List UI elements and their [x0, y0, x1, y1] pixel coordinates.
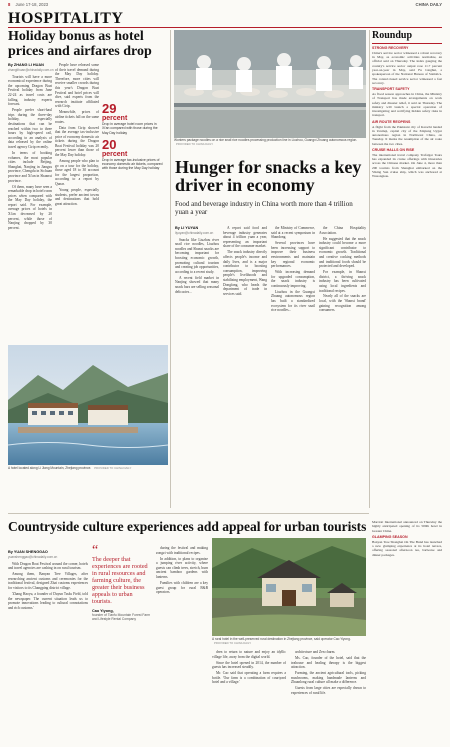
stat2-text: Drop in average tax-inclusive prices of economy domestic air tickets, compared with those during the May Day holiday: [102, 157, 163, 171]
paragraph: the China Hospitality Association.: [319, 226, 366, 235]
paragraph: Liuzhou in the Guangxi Zhuang autonomous region has built a standardized ecosystem for its river snail rice noodles...: [271, 289, 315, 313]
paragraph: Snacks like Liuzhou river snail rice noodles, Liuzhou noodles and Shanxi snacks are becoming important for boosting economic growth, promoting cultural tourism and creating job opportunities, according to a recent study.: [175, 237, 219, 274]
photo-credit: PROVIDED TO CHINA DAILY: [214, 640, 252, 645]
paragraph: Among people who plan to go on a tour for the holiday, those aged 18 to 30 account for the largest proportion, according to a report by Qunar.: [55, 159, 99, 187]
stat1-number: 29: [102, 101, 117, 116]
paragraph: People prefer short-haul trips during the three-day holiday, especially destinations that can be reached within two to three hours by high-speed rail, according to an analysis of data released by the online travel agency Ctrip recently.: [8, 108, 52, 149]
article1-col2: [55, 63, 99, 208]
roundup-item-head: AIR ROUTE REOPENS: [372, 119, 411, 124]
roundup-title: Roundup: [372, 30, 442, 44]
paragraph: during the festival and making zongzi with traditional recipes.: [156, 546, 208, 555]
caption-text: Workers package noodles on a rice snail rice noodles processing production line in Liuzhou, Guangxi Zhuang autonomous region.: [174, 138, 358, 142]
article2-email: liyuyan@chinadaily.com.cn: [175, 231, 214, 236]
article3-col2: [156, 546, 208, 596]
article3-email: yuanshenggao@chinadaily.com.cn: [8, 555, 58, 560]
roundup-item-body: The international travel company Trafalgar Tours has expanded its cruise offerings with itineraries across the Chinese market. On June 4, more than 200 tourists from Shanghai embarked on the Viking Sun cruise ship, which was anchored at Wusongkou.: [372, 152, 442, 179]
stat-block: [102, 103, 164, 175]
stat1-unit: percent: [102, 115, 128, 122]
article3-byline: By YUAN SHENGGAO: [8, 550, 48, 554]
paragraph: Families with children are a key guest group for rural B&B operators.: [156, 580, 208, 595]
paragraph: 'Zhang Haoyu, a founder of Duyun Tasks Field, told the newspaper. The current situation leads us to promote innovations leading to cultural connotations and rich customs.': [8, 592, 88, 610]
hotel-photo-illustration: [8, 345, 168, 465]
paragraph: With increasing demand for upgraded consumption, the snack industry is continuously improving.: [271, 270, 315, 288]
roundup-item: [372, 535, 442, 557]
paragraph: Mr. Cao said that operating a farm requires a bottle. 'Our farm is a combination of courtyard hotel and a village.': [212, 671, 286, 685]
article1-byline: By ZHANG LI HUAN: [8, 63, 44, 67]
section-header: [8, 10, 442, 28]
paragraph: A recent field market in Nanjing showed that many snack bars are selling seasonal delicacies...: [175, 275, 219, 294]
paragraph: Tourists will have a more economical experience during the upcoming Dragon Boat Festival holiday from June 22-24 as travel costs are falling, industry experts forecast.: [8, 74, 52, 107]
column-divider: [369, 30, 370, 508]
paragraph: dren to return to nature and enjoy an idyllic village life, away from the digital world.: [212, 650, 286, 659]
roundup-item: [372, 120, 442, 146]
article3-col4: [291, 650, 366, 697]
article2-headline: Hunger for snacks a key driver in economy: [175, 157, 362, 195]
stat2-number: 20: [102, 136, 117, 152]
paragraph: For example, in Shanxi district, a thriving snack industry has been cultivated using local ingredients and traditional recipes.: [319, 270, 366, 293]
paragraph: Guests from large cities are especially drawn to experiences of rural life.: [291, 686, 366, 695]
roundup-item: [372, 87, 442, 118]
paragraph: Since the hotel opened in 2014, the number of guests has increased steadily.: [212, 660, 286, 670]
quote-mark-icon: “: [92, 543, 99, 558]
article3-headline: Countryside culture experiences add appeal for urban tourists: [8, 519, 367, 534]
hotel-photo-caption: [8, 467, 168, 471]
photo-credit: PROVIDED TO CHINA DAILY: [176, 141, 214, 146]
paragraph: People have released some of their travel demand during the May Day holiday. Therefore, more cities will receive smaller crowds during this year's Dragon Boat Festival and hotel prices will dive, said experts from the research institute affiliated with Ctrip.: [55, 63, 99, 109]
article2-col4: [319, 226, 366, 314]
paragraph: architecture and Zen charm.: [295, 650, 336, 654]
article1-col1: [8, 63, 52, 232]
noodle-photo-caption: [174, 139, 366, 147]
article2-col3: [271, 226, 315, 314]
issue-date: June 17-18, 2023: [15, 1, 49, 7]
noodle-factory-illustration: [174, 30, 366, 138]
roundup-item: [372, 46, 442, 85]
column-divider: [170, 30, 171, 508]
page-number: 8: [8, 1, 11, 7]
pull-quote: [92, 543, 152, 621]
paragraph: The snack industry directly affects people's income and daily lives, and is a major contributor to boosting consumption, improving people's livelihoods and stabilizing employment, Wang Dongfang, who heads the department of trade in services said.: [223, 250, 267, 296]
stat2-unit: percent: [102, 150, 128, 158]
section-title: HOSPITALITY: [8, 10, 124, 27]
article2-col2: [223, 226, 267, 298]
roundup-item-body: China's service sector witnessed a robust recovery in May, as economic activities normalize, an official said on Thursday. The index gauging the country's service sector output rose 11.7 percent year-on-year in May, said Fu Linghui, a spokesperson of the National Bureau of Statistics. The contact-based service sector witnessed a fast recovery.: [372, 50, 442, 85]
pull-quote-role: founder of Tianfu Mountain Forest Farm and Lifestyle Rental Company: [92, 613, 151, 621]
noodle-factory-photo: [174, 30, 366, 138]
paragraph: In addition, to plans to organize a jumping river activity, where guests can climb trees, stretch, burn ancient bamboo gardens with lanterns.: [156, 556, 208, 579]
article2-col1: [175, 226, 219, 296]
caption-text: A hotel located along Li Jiang Mountain, Zhejiang province.: [8, 466, 92, 470]
hotel-photo: [8, 345, 168, 465]
pull-quote-name: Cao Yiyong,: [92, 609, 114, 613]
article3-col1: [8, 550, 88, 612]
roundup-item-body: Marriott International announced on Thursday the highly anticipated opening of its 500th hotel in Greater China.: [372, 520, 442, 533]
paragraph: Young people, especially students, prefer ancient towns and destinations that hold great attraction.: [55, 188, 99, 206]
paragraph: Of them, many have seen a remarkable drop in hotel room prices when compared with the May Day holiday, the report said. For example, average prices of hotels in Xi'an decreased by 20 percent, while those of Nanjing dropped by 30 percent.: [8, 184, 52, 230]
roundup-panel: [372, 30, 442, 179]
paragraph: He suggested that the snack industry could become a more significant contributor to economic growth. Traditional and creative cooking methods and traditional foods should be protected and developed.: [319, 236, 366, 269]
roundup-item-head: STRONG RECOVERY: [372, 46, 409, 50]
paragraph: In terms of booking volumes, the most popular cities include Beijing, Shanghai, Nanjing in Jiangsu province, Chengdu in Sichuan province and Xi'an in Shaanxi province.: [8, 150, 52, 183]
paragraph: With Dragon Boat Festival around the corner, hotels and travel agencies are cashing in on rural tourism.: [8, 561, 88, 571]
roundup-item-head: GLAMPING SEASON: [372, 534, 408, 539]
article2-byline: By LI YUYAN: [175, 226, 199, 230]
section-divider: [8, 513, 369, 514]
rural-hotel-illustration: [212, 538, 366, 636]
article1-headline: Holiday bonus as hotel prices and airfares drop: [8, 29, 152, 59]
newspaper-name: CHINA DAILY: [415, 1, 442, 7]
page-header-left: [8, 2, 52, 7]
stat1-text: Drop in average hotel room prices in Xi'an compared with those during the May Day holiday: [102, 122, 158, 135]
roundup-item-head: TRANSPORT SAFETY: [372, 87, 410, 92]
article1-email: zhanglihuan@chinadaily.com.cn: [8, 68, 54, 73]
paragraph: Nearly all of the snacks are local, with the 'Shanxi brand' gaining recognition among consumers.: [319, 294, 366, 313]
caption-text: A rural hotel in the well-preserved rural destination in Zhejiang province, said operator Cao Yiyong.: [212, 637, 351, 641]
roundup-item-body: A flight from the Pakistani city of Karachi landed in Urumqi, capital city of the Xinjiang Uygur autonomous region in Northwest China, on Tuesday. It marks the resumption of the air route between the two cities.: [372, 124, 442, 146]
roundup-item-head: CRUISE HALLS ON RISE: [372, 148, 415, 153]
pull-quote-text: The deeper that experiences are rooted in rural resources and farming culture, the greater their business appeals to urban tourists.: [92, 556, 148, 605]
roundup-item-body: Banyan Tree Shanghai On The Bund has launched a new glamping experience at its hotel terrace, offering seasonal afternoon tea, barbecue and dinner packages.: [372, 539, 442, 557]
roundup-item-body: As flood season approaches in China, the Ministry of Transport has made arrangements on work safety and disaster relief, it said on Thursday. The ministry will launch a special operation of investigating and rectifying hidden safety risks in transport.: [372, 91, 442, 118]
paragraph: Among them, Banyan Tree Villages, after researching ancient customs and ceremonies for the traditional festival, designed Zhai customs experiences for visitors to its Changping district village.: [8, 572, 88, 591]
article2-deck: Food and beverage industry in China worth more than 4 trillion yuan a year: [175, 200, 353, 216]
paragraph: Farming, the ancient agricultural tools, picking mushrooms, making handmade lanterns and Zhuanlong rural culture all make a difference.: [291, 671, 366, 685]
roundup-panel-lower: [372, 520, 442, 557]
paragraph: A report said food and beverage industry generates about 4 trillion yuan a year, representing an important share of the consumer market.: [223, 226, 267, 249]
paragraph: Meanwhile, prices of airline tickets fall on the same routes.: [55, 110, 99, 124]
paragraph: Ms. Cao, founder of the hotel, said that the teahouse and healing therapy is the biggest attraction.: [291, 655, 366, 670]
paragraph: Data from Ctrip showed that the average tax-inclusive price of economy domestic air tickets during the Dragon Boat Festival holiday was 20 percent lower than those of the May Day holiday.: [55, 125, 99, 158]
rural-photo-caption: [212, 638, 366, 646]
roundup-item: [372, 148, 442, 179]
photo-credit: PROVIDED TO CHINA DAILY: [94, 466, 132, 470]
paragraph: Several provinces have been increasing support to improve their business environments and maintain key regional economic performances.: [271, 241, 315, 269]
page-header: [0, 0, 450, 8]
paragraph: the Ministry of Commerce, said at a recent symposium in Shandong.: [271, 226, 315, 240]
article3-col3: [212, 650, 286, 686]
roundup-item: [372, 520, 442, 533]
rural-hotel-photo: [212, 538, 366, 636]
